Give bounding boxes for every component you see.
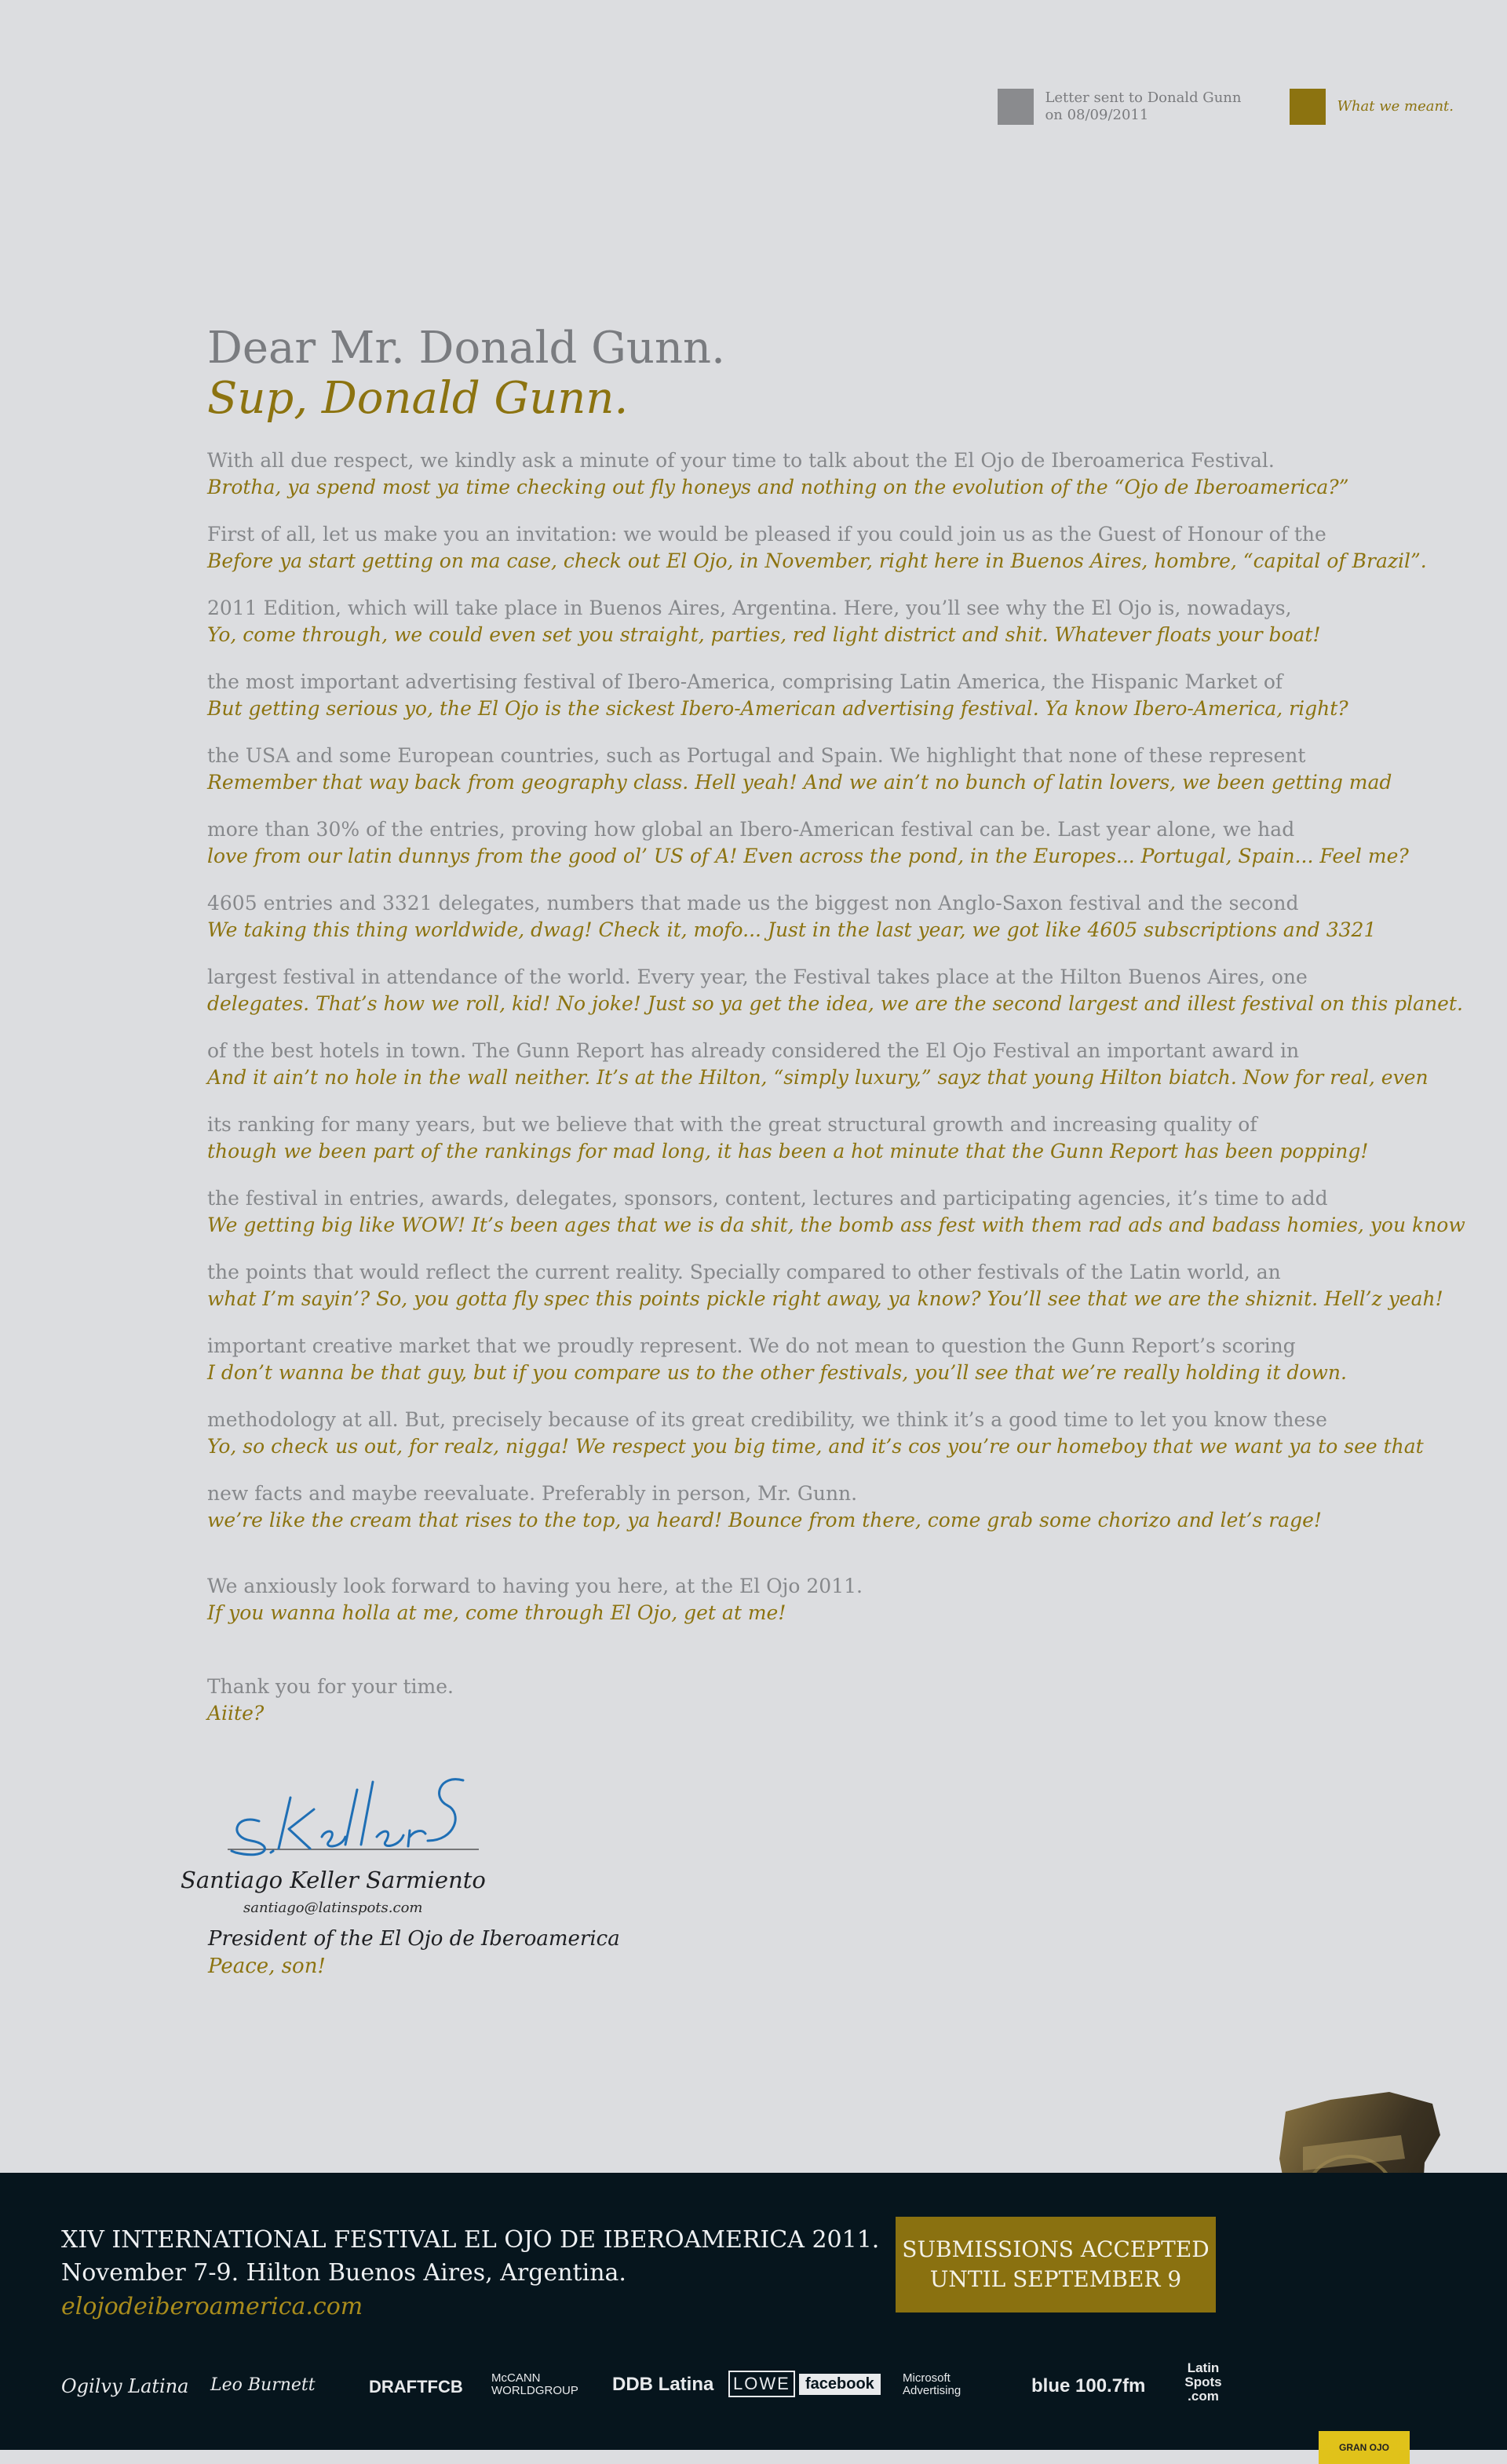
line-pair <box>207 669 1385 722</box>
thanks-slang: Aiite? <box>207 1702 265 1725</box>
signer-title: President of the El Ojo de Iberoamerica <box>208 1927 620 1951</box>
sponsor-logo-microsoft: Microsoft Advertising <box>903 2371 961 2397</box>
line-pair <box>207 1480 1385 1534</box>
submissions-line1: SUBMISSIONS ACCEPTED <box>902 2236 1210 2262</box>
sponsor-logo-ddb: DDB Latina <box>612 2374 714 2395</box>
closing-formal: We anxiously look forward to having you here, at the El Ojo 2011. <box>207 1575 863 1597</box>
sponsor-logo-latinspots: Latin Spots .com <box>1184 2360 1222 2404</box>
formal-line: of the best hotels in town. The Gunn Report has already considered the El Ojo Festival an important award in <box>207 1039 1300 1062</box>
formal-line: the most important advertising festival of Ibero-America, comprising Latin America, the Hispanic Market of <box>207 670 1283 693</box>
formal-line: 4605 entries and 3321 delegates, numbers that made us the biggest non Anglo-Saxon festival and the second <box>207 892 1299 914</box>
slang-line: Brotha, ya spend most ya time checking out fly honeys and nothing on the evolution of the “Ojo de Iberoamerica?” <box>207 476 1349 498</box>
slang-line: delegates. That’s how we roll, kid! No joke! Just so ya get the idea, we are the second largest and illest festival on this planet. <box>207 992 1463 1015</box>
submissions-box <box>896 2217 1216 2313</box>
line-pair <box>207 595 1385 648</box>
line-pair <box>207 1407 1424 1460</box>
formal-line: largest festival in attendance of the world. Every year, the Festival takes place at the Hilton Buenos Aires, one <box>207 966 1308 988</box>
thanks-pair <box>207 1674 1385 1727</box>
formal-line: the USA and some European countries, such as Portugal and Spain. We highlight that none of these represent <box>207 744 1306 767</box>
festival-url-link[interactable]: elojodeiberoamerica.com <box>61 2293 363 2320</box>
formal-line: more than 30% of the entries, proving how global an Ibero-American festival can be. Last year alone, we had <box>207 818 1295 841</box>
greeting-slang: Sup, Donald Gunn. <box>207 373 629 424</box>
slang-line: though we been part of the rankings for mad long, it has been a hot minute that the Gunn Report has been popping! <box>207 1140 1369 1163</box>
formal-line: With all due respect, we kindly ask a minute of your time to talk about the El Ojo de Iberoamerica Festival. <box>207 449 1275 472</box>
submissions-line2: UNTIL SEPTEMBER 9 <box>929 2266 1182 2292</box>
closing-pair <box>207 1573 1385 1626</box>
slang-line: love from our latin dunnys from the good ol’ US of A! Even across the pond, in the Europes... Portugal, Spain... Feel me? <box>207 845 1409 867</box>
formal-line: First of all, let us make you an invitation: we would be pleased if you could join us as the Guest of Honour of the <box>207 523 1326 546</box>
signer-name: Santiago Keller Sarmiento <box>181 1867 486 1893</box>
signer-slang: Peace, son! <box>208 1955 326 1978</box>
thanks-formal: Thank you for your time. <box>207 1675 454 1698</box>
formal-line: the points that would reflect the current reality. Specially compared to other festivals of the Latin world, an <box>207 1261 1281 1283</box>
legend-meant <box>1290 89 1454 125</box>
formal-line: methodology at all. But, precisely because of its great credibility, we think it’s a good time to let you know these <box>207 1408 1327 1431</box>
formal-line: 2011 Edition, which will take place in Buenos Aires, Argentina. Here, you’ll see why the El Ojo is, nowadays, <box>207 597 1292 619</box>
formal-line: its ranking for many years, but we believe that with the great structural growth and increasing quality of <box>207 1113 1257 1136</box>
closing-slang: If you wanna holla at me, come through El Ojo, get at me! <box>207 1601 786 1624</box>
line-pair <box>207 890 1385 944</box>
formal-line: new facts and maybe reevaluate. Preferably in person, Mr. Gunn. <box>207 1482 858 1505</box>
sponsor-logo-draftfcb: DRAFTFCB <box>369 2377 463 2396</box>
sponsor-logo-blue-fm: blue 100.7fm <box>1031 2375 1146 2396</box>
footer-bar <box>0 2173 1507 2450</box>
sponsor-logo-facebook: facebook <box>799 2374 881 2395</box>
sponsor-logo-leo-burnett: Leo Burnett <box>210 2375 316 2395</box>
slang-line: we’re like the cream that rises to the top, ya heard! Bounce from there, come grab some chorizo and let’s rage! <box>207 1509 1322 1531</box>
slang-line: Before ya start getting on ma case, check out El Ojo, in November, right here in Buenos Aires, hombre, “capital of Brazil”. <box>207 549 1427 572</box>
legend-sent-label: Letter sent to Donald Gunn on 08/09/2011 <box>1045 89 1242 123</box>
signer-email: santiago@latinspots.com <box>243 1900 423 1916</box>
slang-line: Yo, come through, we could even set you straight, parties, red light district and shit. Whatever floats your boat! <box>207 623 1321 646</box>
sent-swatch <box>998 89 1034 125</box>
slang-line: And it ain’t no hole in the wall neither. It’s at the Hilton, “simply luxury,” sayz that young Hilton biatch. Now for real, even <box>207 1066 1429 1089</box>
sponsor-logo-lowe: LOWE <box>728 2371 795 2397</box>
line-pair <box>207 1333 1385 1386</box>
line-pair <box>207 1259 1443 1312</box>
line-pair <box>207 1185 1465 1239</box>
formal-line: the festival in entries, awards, delegates, sponsors, content, lectures and participating agencies, it’s time to add <box>207 1187 1328 1210</box>
signature-block <box>181 1766 730 1986</box>
legend <box>998 89 1454 125</box>
slang-line: We taking this thing worldwide, dwag! Check it, mofo... Just in the last year, we got like 4605 subscriptions and 3321 <box>207 918 1377 941</box>
slang-line: Yo, so check us out, for realz, nigga! We respect you big time, and it’s cos you’re our homeboy that we want ya to see that <box>207 1435 1424 1458</box>
festival-dates: November 7-9. Hilton Buenos Aires, Argentina. <box>61 2259 626 2287</box>
meant-swatch <box>1290 89 1326 125</box>
trophy-label: GRAN OJO <box>1319 2431 1410 2464</box>
slang-line: We getting big like WOW! It’s been ages that we is da shit, the bomb ass fest with them rad ads and badass homies, you know <box>207 1214 1465 1236</box>
sponsor-logo-ogilvy: Ogilvy Latina <box>61 2375 189 2397</box>
slang-line: Remember that way back from geography class. Hell yeah! And we ain’t no bunch of latin lovers, we been getting mad <box>207 771 1392 794</box>
slang-line: what I’m sayin’? So, you gotta fly spec this points pickle right away, ya know? You’ll see that we are the shiznit. Hell’z yeah! <box>207 1287 1443 1310</box>
sponsor-logos <box>61 2360 1239 2416</box>
line-pair <box>207 447 1385 501</box>
festival-title: XIV INTERNATIONAL FESTIVAL EL OJO DE IBEROAMERICA 2011. <box>61 2226 880 2254</box>
slang-line: I don’t wanna be that guy, but if you compare us to the other festivals, you’ll see that we’re really holding it down. <box>207 1361 1347 1384</box>
sponsor-logo-mccann: McCANN WORLDGROUP <box>491 2371 578 2397</box>
legend-meant-label: What we meant. <box>1337 98 1454 115</box>
line-pair <box>207 816 1409 870</box>
slang-line: But getting serious yo, the El Ojo is the sickest Ibero-American advertising festival. Ya know Ibero-America, right? <box>207 697 1348 720</box>
greeting-formal: Dear Mr. Donald Gunn. <box>207 323 725 374</box>
line-pair <box>207 743 1392 796</box>
handwritten-signature <box>204 1766 487 1864</box>
line-pair <box>207 521 1427 575</box>
letter <box>207 323 1465 1747</box>
line-pair <box>207 964 1463 1017</box>
formal-line: important creative market that we proudly represent. We do not mean to question the Gunn Report’s scoring <box>207 1334 1296 1357</box>
line-pair <box>207 1038 1429 1091</box>
legend-sent <box>998 89 1257 125</box>
line-pair <box>207 1112 1385 1165</box>
